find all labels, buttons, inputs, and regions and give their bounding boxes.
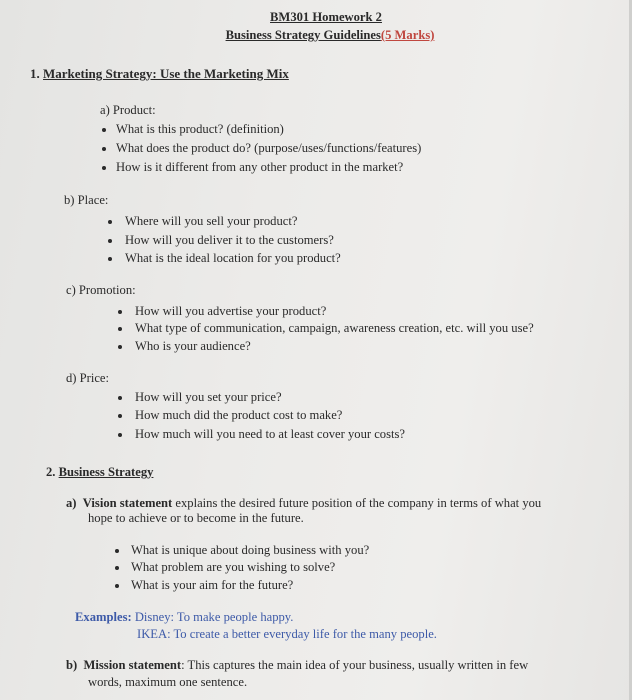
bullet-icon (108, 220, 112, 224)
list-item: How is it different from any other product in the market? (116, 160, 404, 174)
marks-label: (5 Marks) (380, 28, 435, 42)
price-label: d) Price: (66, 371, 110, 385)
bullet-icon (118, 433, 122, 437)
bullet-icon (115, 549, 119, 553)
mission-marker: b) (66, 658, 78, 672)
vision-marker: a) (66, 496, 77, 510)
vision-term: Vision statement (82, 496, 173, 510)
section2-title: Business Strategy (58, 465, 154, 479)
bullet-icon (115, 584, 119, 588)
bullet-icon (115, 566, 119, 570)
bullet-icon (118, 310, 122, 314)
list-item: How much will you need to at least cover your costs? (135, 427, 405, 441)
section2-number: 2. (46, 465, 56, 479)
list-item: Who is your audience? (135, 339, 251, 353)
examples-line (75, 609, 293, 625)
mission-paragraph (66, 657, 528, 673)
bullet-icon (102, 147, 106, 151)
document-title: BM301 Homework 2 (270, 10, 382, 24)
bullet-icon (102, 166, 106, 170)
bullet-icon (118, 345, 122, 349)
bullet-icon (118, 327, 122, 331)
section1-heading (30, 66, 289, 82)
bullet-icon (102, 128, 106, 132)
mission-term: Mission statement (83, 658, 182, 672)
list-item: What is unique about doing business with you? (131, 543, 370, 557)
list-item: How will you deliver it to the customers? (125, 233, 334, 247)
list-item: How will you advertise your product? (135, 304, 327, 318)
example-disney: Disney: To make people happy. (131, 610, 294, 624)
list-item: What is this product? (definition) (116, 122, 284, 136)
subtitle-text: Business Strategy Guidelines (225, 28, 381, 42)
bullet-icon (108, 239, 112, 243)
section2-heading (46, 464, 153, 480)
list-item: What is your aim for the future? (131, 578, 294, 592)
promotion-label: c) Promotion: (66, 283, 136, 297)
list-item: What is the ideal location for you product? (125, 251, 341, 265)
example-ikea: IKEA: To create a better everyday life for the many people. (137, 627, 437, 641)
bullet-icon (118, 414, 122, 418)
list-item: How will you set your price? (135, 390, 282, 404)
list-item: How much did the product cost to make? (135, 408, 343, 422)
bullet-icon (118, 396, 122, 400)
examples-label: Examples: (75, 610, 132, 624)
list-item: What type of communication, campaign, awareness creation, etc. will you use? (135, 321, 534, 335)
vision-text-continued: hope to achieve or to become in the future. (88, 511, 304, 525)
list-item: What does the product do? (purpose/uses/functions/features) (116, 141, 422, 155)
list-item: Where will you sell your product? (125, 214, 298, 228)
bullet-icon (108, 257, 112, 261)
vision-text: explains the desired future position of the company in terms of what you (172, 496, 542, 510)
list-item: What problem are you wishing to solve? (131, 560, 336, 574)
mission-text: : This captures the main idea of your business, usually written in few (181, 658, 529, 672)
place-label: b) Place: (64, 193, 109, 207)
document-subtitle (0, 27, 632, 43)
section1-number: 1. (30, 66, 40, 81)
vision-paragraph (66, 495, 541, 511)
mission-text-continued: words, maximum one sentence. (88, 675, 248, 689)
section1-title: Marketing Strategy: Use the Marketing Mix (43, 66, 289, 81)
product-label: a) Product: (100, 103, 156, 117)
